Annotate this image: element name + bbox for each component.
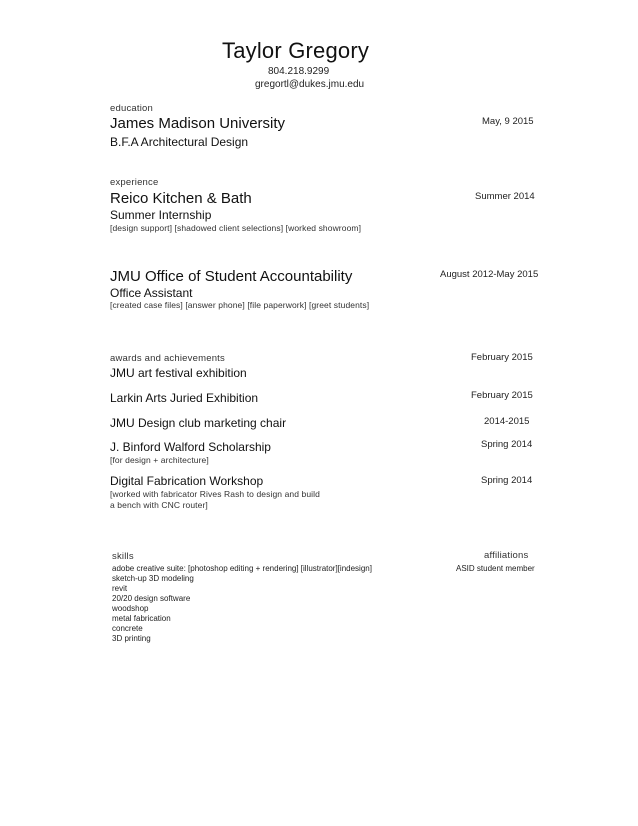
skill-item: 3D printing (112, 634, 151, 643)
experience-date-reico: Summer 2014 (475, 191, 535, 202)
skill-item: sketch-up 3D modeling (112, 574, 194, 583)
awards-label: awards and achievements (110, 353, 225, 364)
affiliation-item: ASID student member (456, 564, 535, 573)
award-title: J. Binford Walford Scholarship (110, 440, 271, 454)
experience-date-jmu-osa: August 2012-May 2015 (440, 269, 539, 280)
education-school: James Madison University (110, 115, 286, 132)
skill-item: 20/20 design software (112, 594, 191, 603)
education-degree: B.F.A Architectural Design (110, 135, 249, 149)
award-title: Digital Fabrication Workshop (110, 474, 264, 488)
skills-label: skills (112, 551, 134, 562)
award-title: Larkin Arts Juried Exhibition (110, 391, 259, 405)
award-detail: [for design + architecture] (110, 455, 209, 465)
award-date: February 2015 (471, 390, 533, 401)
award-date: Spring 2014 (481, 439, 533, 450)
skill-item: concrete (112, 624, 143, 633)
education-date: May, 9 2015 (482, 116, 534, 127)
skill-item: metal fabrication (112, 614, 171, 623)
award-date: 2014-2015 (484, 416, 530, 427)
skill-item: adobe creative suite: [photoshop editing + rendering] [illustrator][indesign] (112, 564, 372, 573)
award-title: JMU Design club marketing chair (110, 416, 287, 430)
skill-item: revit (112, 584, 128, 593)
experience-role-jmu-osa: Office Assistant (110, 286, 193, 300)
award-title: JMU art festival exhibition (110, 366, 247, 380)
experience-org-reico: Reico Kitchen & Bath (110, 190, 252, 207)
experience-tags-jmu-osa: [created case files] [answer phone] [file paperwork] [greet students] (110, 300, 370, 310)
affiliations-label: affiliations (484, 550, 529, 561)
award-detail: [worked with fabricator Rives Rash to design and build (110, 489, 320, 499)
award-date: Spring 2014 (481, 475, 533, 486)
award-date: February 2015 (471, 352, 533, 363)
skill-item: woodshop (112, 604, 149, 613)
experience-org-jmu-osa: JMU Office of Student Accountability (110, 268, 353, 285)
phone-number: 804.218.9299 (268, 66, 330, 77)
experience-label: experience (110, 177, 159, 188)
resume-name: Taylor Gregory (222, 38, 370, 63)
education-label: education (110, 103, 154, 114)
award-detail: a bench with CNC router] (110, 500, 208, 510)
experience-role-reico: Summer Internship (110, 208, 212, 222)
experience-tags-reico: [design support] [shadowed client selections] [worked showroom] (110, 223, 362, 233)
email-address: gregortl@dukes.jmu.edu (255, 79, 365, 90)
